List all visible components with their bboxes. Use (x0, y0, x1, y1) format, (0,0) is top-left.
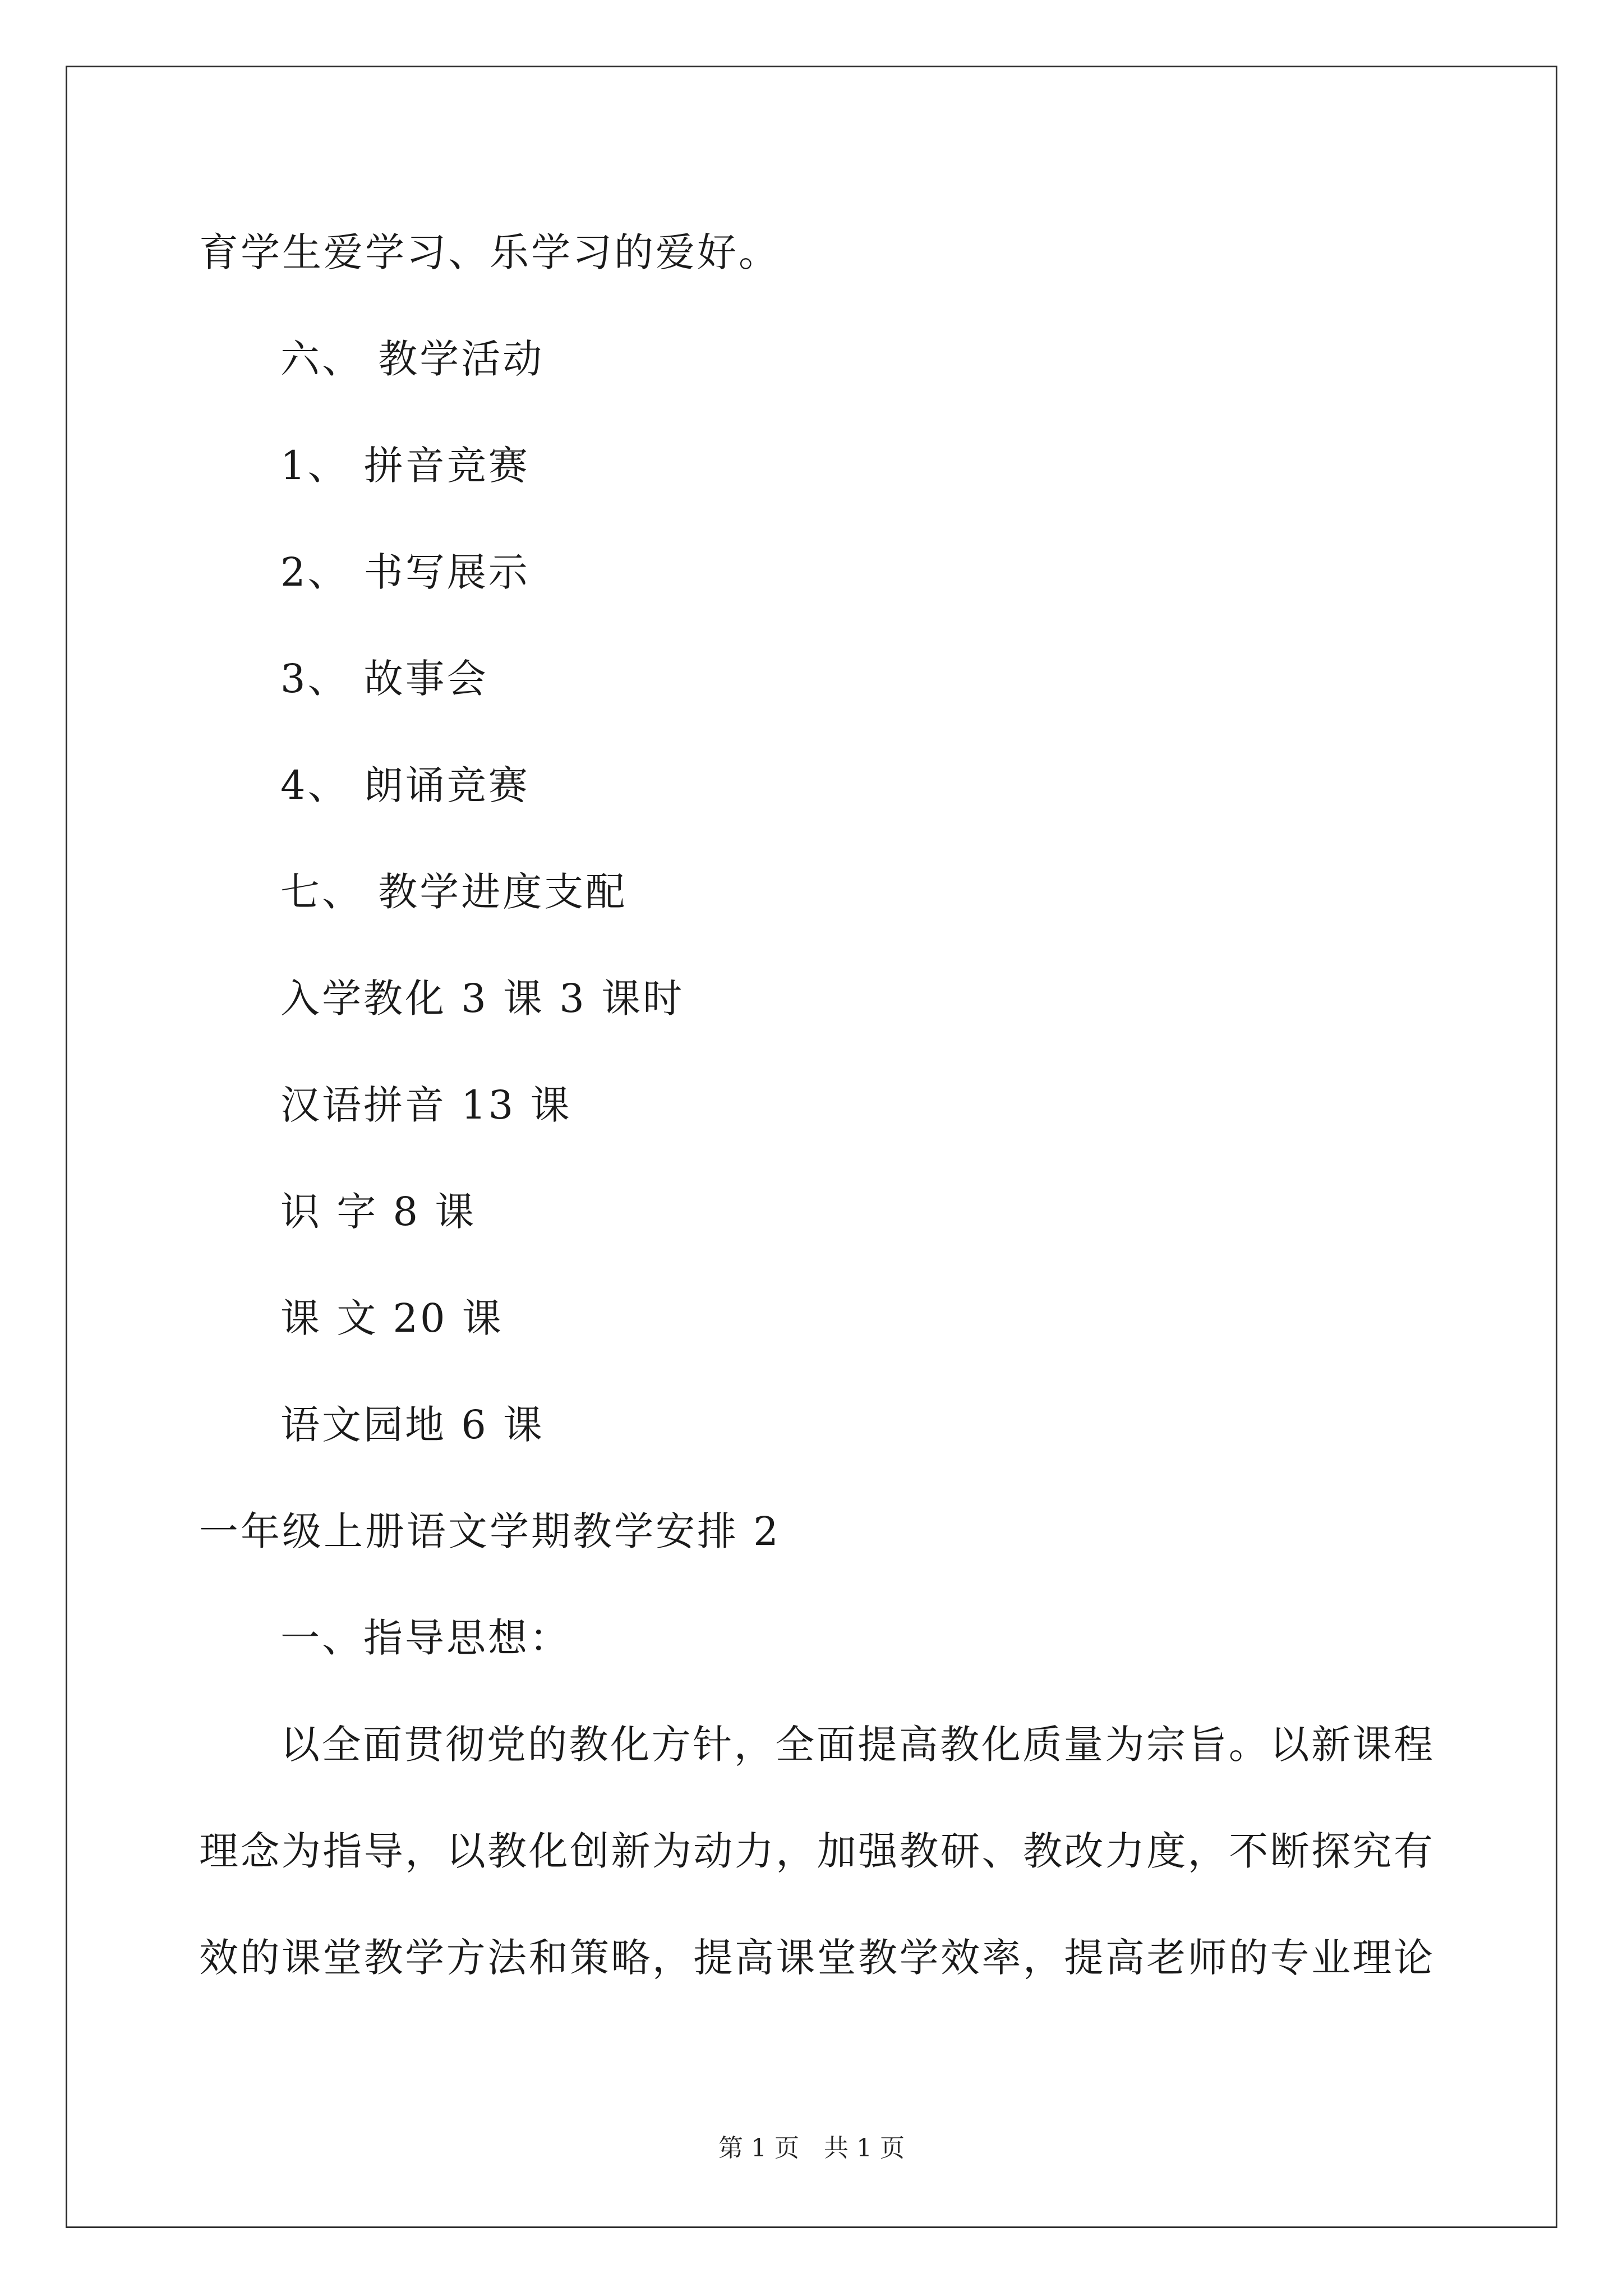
schedule-item: 语文园地 6 课 (280, 1402, 545, 1448)
page-footer: 第 1 页 共 1 页 (718, 2134, 905, 2162)
schedule-item: 课 文 20 课 (280, 1295, 504, 1341)
list-item: 4、 朗诵竞赛 (280, 762, 530, 808)
schedule-item: 识 字 8 课 (280, 1189, 477, 1235)
list-item: 3、 故事会 (280, 656, 488, 702)
schedule-item: 入学教化 3 课 3 课时 (280, 976, 685, 1022)
paragraph-line: 理念为指导，以教化创新为动力，加强教研、教改力度，不断探究有 (199, 1828, 1433, 1874)
section-heading-schedule: 七、 教学进度支配 (280, 869, 628, 915)
paragraph-line: 效的课堂教学方法和策略，提高课堂教学效率，提高老师的专业理论 (199, 1935, 1433, 1981)
section-heading-guiding-thought: 一、指导思想： (280, 1615, 571, 1661)
page-border (66, 66, 1557, 2228)
list-item: 2、 书写展示 (280, 549, 530, 595)
section-heading-activities: 六、 教学活动 (280, 336, 545, 382)
schedule-item: 汉语拼音 13 课 (280, 1082, 572, 1128)
paragraph-line: 以全面贯彻党的教化方针，全面提高教化质量为宗旨。以新课程 (280, 1722, 1433, 1768)
list-item: 1、 拼音竞赛 (280, 443, 530, 489)
body-line: 育学生爱学习、乐学习的爱好。 (199, 229, 780, 275)
document-subtitle: 一年级上册语文学期教学安排 2 (199, 1508, 781, 1554)
